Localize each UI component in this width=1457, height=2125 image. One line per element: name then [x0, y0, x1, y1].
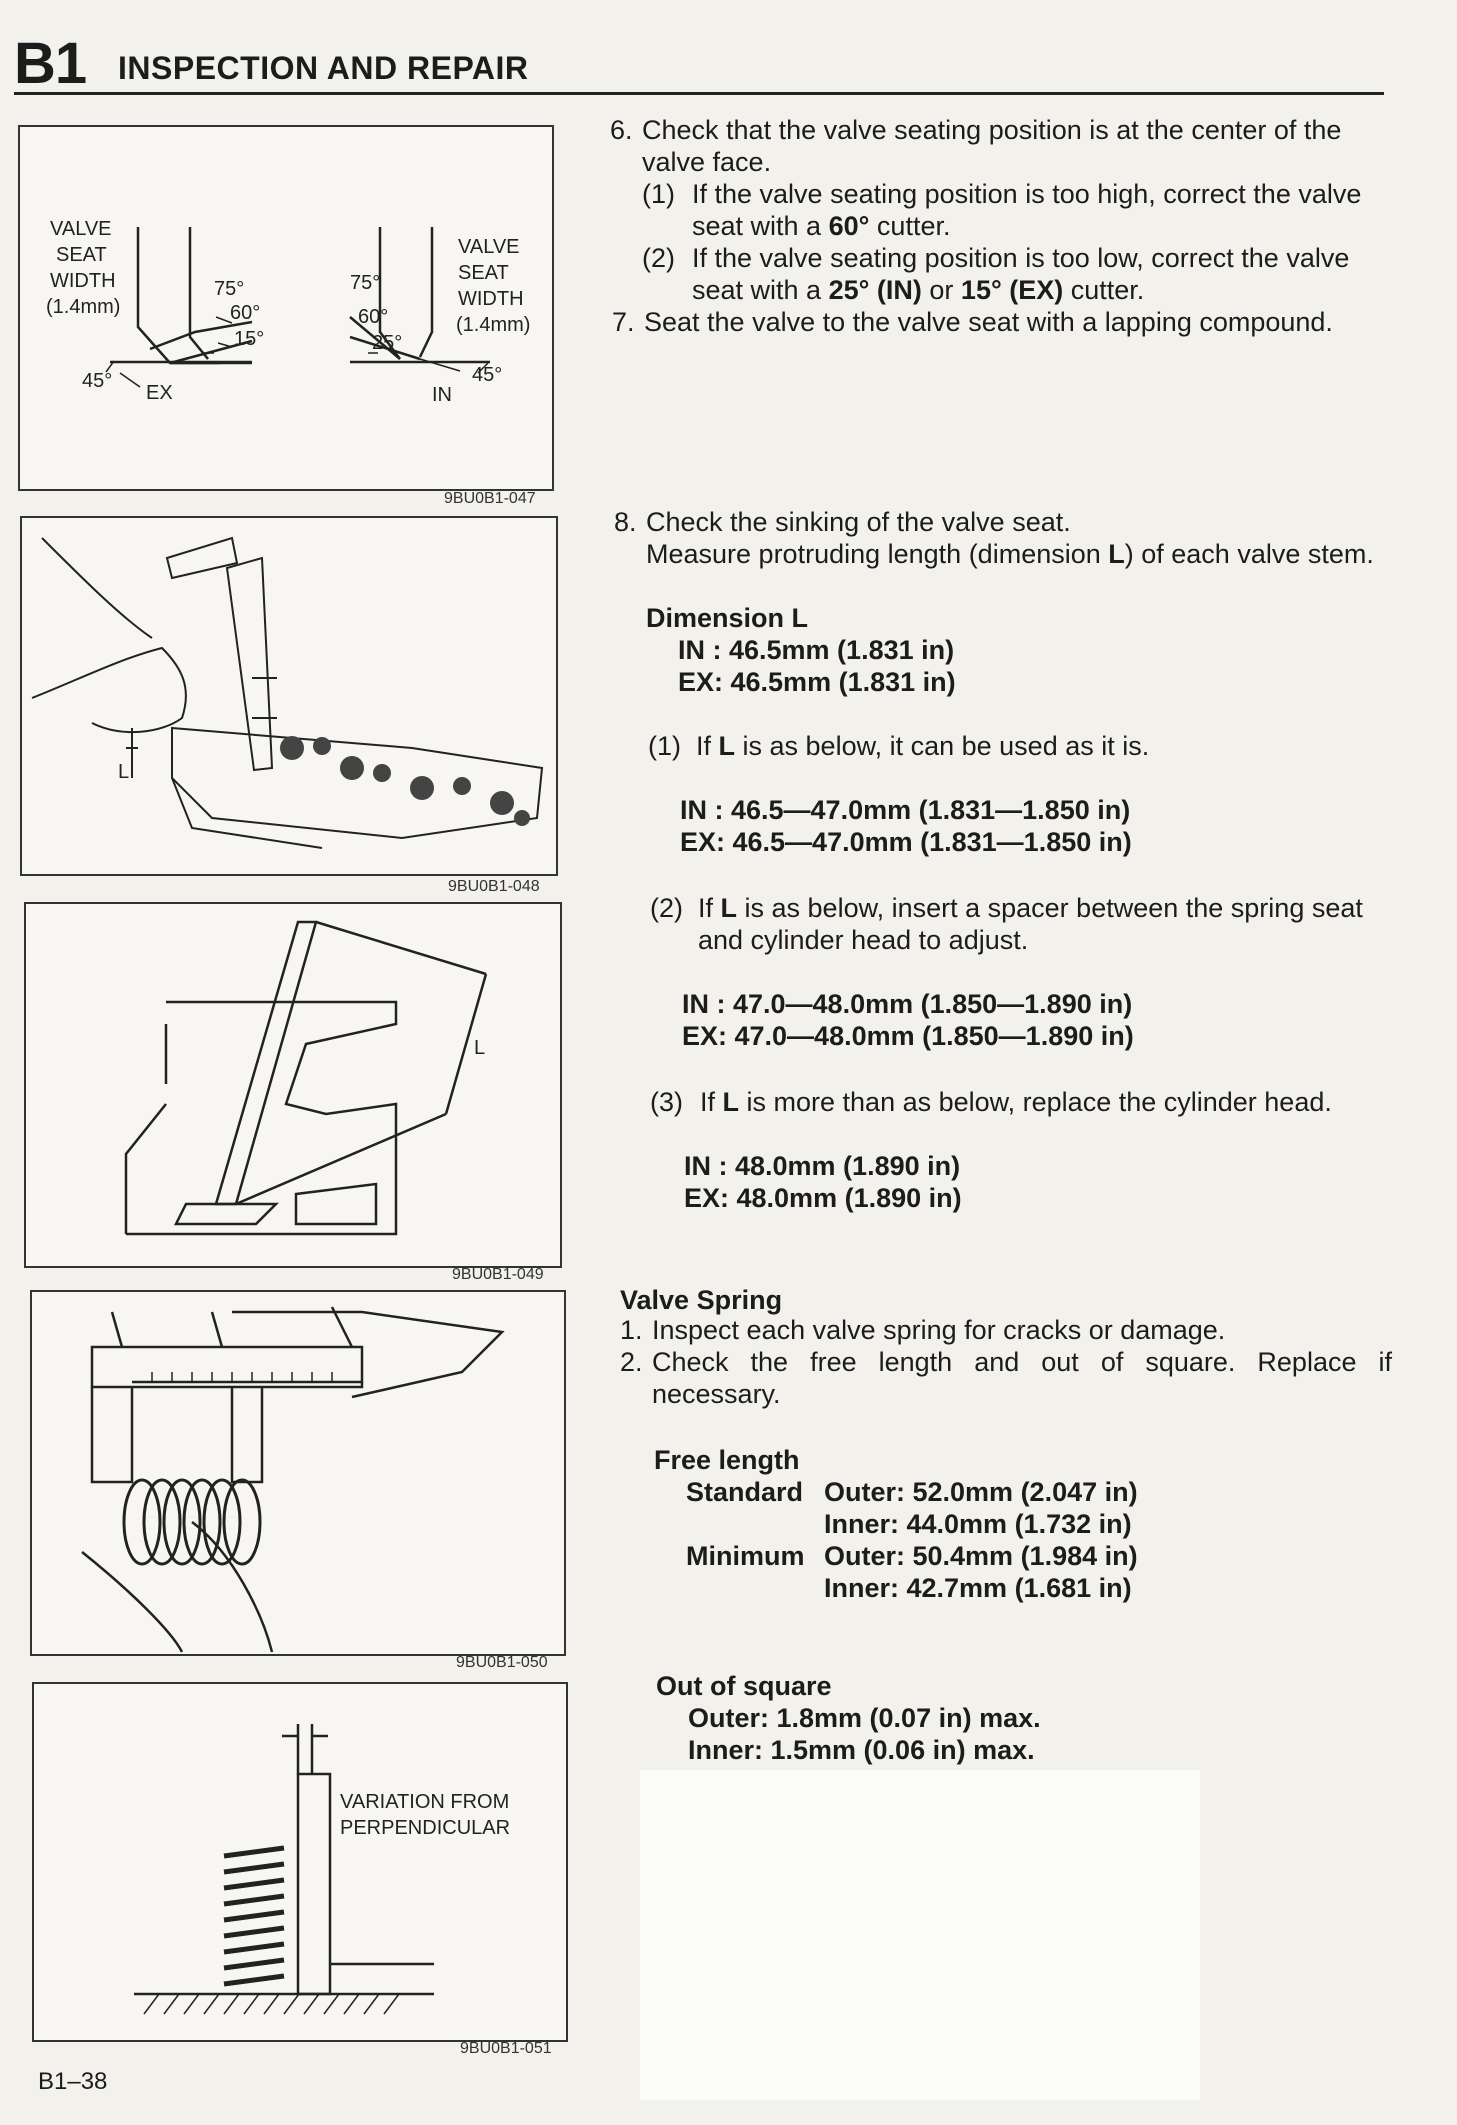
step-6-line-2: valve face.: [642, 147, 772, 177]
left-angle-75: 75°: [214, 278, 245, 300]
case-3-text: If L is more than as below, replace the cylinder head.: [700, 1087, 1332, 1117]
left-label-size: (1.4mm): [46, 296, 121, 318]
out-of-square-title: Out of square: [656, 1671, 832, 1701]
dimension-l-ex: EX: 46.5mm (1.831 in): [678, 667, 956, 697]
figure-valve-seat-width: [18, 125, 554, 491]
dimension-l-label: L: [118, 761, 130, 783]
figure-id-048: 9BU0B1-048: [448, 878, 540, 895]
page-header: [14, 31, 1384, 96]
right-label-in: IN: [432, 384, 452, 406]
figure-id-047: 9BU0B1-047: [444, 490, 536, 507]
step-6-number: 6.: [610, 115, 633, 145]
dimension-l-label: L: [474, 1037, 486, 1059]
step-7-text: Seat the valve to the valve seat with a lapping compound.: [644, 307, 1333, 337]
step-6-1-number: (1): [642, 179, 675, 209]
step-6-line-1: Check that the valve seating position is at the center of the: [642, 115, 1342, 145]
step-6-2-number: (2): [642, 243, 675, 273]
case-1-text: If L is as below, it can be used as it is.: [696, 731, 1150, 761]
spring-item-2-line-2: necessary.: [652, 1379, 781, 1409]
right-angle-60: 60°: [358, 306, 389, 328]
valve-spring-title: Valve Spring: [620, 1285, 783, 1315]
right-angle-25: 25°: [372, 332, 403, 354]
caliper-cylinder-head-illustration: [22, 518, 556, 874]
right-label-seat: SEAT: [458, 262, 509, 284]
free-length-standard-label: Standard: [686, 1477, 804, 1507]
dimension-l-title: Dimension L: [646, 603, 809, 633]
step-8-line-2: Measure protruding length (dimension L) of each valve stem.: [646, 539, 1374, 569]
free-length-minimum-outer: Outer: 50.4mm (1.984 in): [824, 1541, 1138, 1571]
left-label-seat: SEAT: [56, 244, 107, 266]
free-length-minimum-label: Minimum: [686, 1541, 805, 1571]
spring-caliper-illustration: [32, 1292, 564, 1654]
case-2-line-2: and cylinder head to adjust.: [698, 925, 1029, 955]
spring-item-1-text: Inspect each valve spring for cracks or damage.: [652, 1315, 1226, 1345]
free-length-standard-inner: Inner: 44.0mm (1.732 in): [824, 1509, 1132, 1539]
valve-seat-diagram: [20, 127, 552, 489]
case-3-number: (3): [650, 1087, 683, 1117]
right-label-valve: VALVE: [458, 236, 520, 258]
case-2-line-1: If L is as below, insert a spacer between the spring seat: [698, 893, 1363, 923]
left-label-valve: VALVE: [50, 218, 112, 240]
case-3-ex: EX: 48.0mm (1.890 in): [684, 1183, 962, 1213]
case-2-in: IN : 47.0—48.0mm (1.850—1.890 in): [682, 989, 1133, 1019]
right-label-width: WIDTH: [458, 288, 524, 310]
dimension-l-in: IN : 46.5mm (1.831 in): [678, 635, 955, 665]
case-3-in: IN : 48.0mm (1.890 in): [684, 1151, 961, 1181]
free-length-standard-outer: Outer: 52.0mm (2.047 in): [824, 1477, 1138, 1507]
case-2-ex: EX: 47.0—48.0mm (1.850—1.890 in): [682, 1021, 1134, 1051]
figure-spring-free-length: [30, 1290, 566, 1656]
whiteout-area: [640, 1770, 1200, 2100]
out-of-square-outer: Outer: 1.8mm (0.07 in) max.: [688, 1703, 1041, 1733]
case-1-number: (1): [648, 731, 681, 761]
step-6-2-line-1: If the valve seating position is too low, correct the valve: [692, 243, 1350, 273]
variation-label-1: VARIATION FROM: [340, 1791, 510, 1813]
step-6-2-line-2: seat with a 25° (IN) or 15° (EX) cutter.: [692, 275, 1145, 305]
left-label-ex: EX: [146, 382, 173, 404]
right-label-size: (1.4mm): [456, 314, 531, 336]
step-8-number: 8.: [614, 507, 637, 537]
step-6-1-line-2: seat with a 60° cutter.: [692, 211, 951, 241]
left-angle-60: 60°: [230, 302, 261, 324]
page-number: B1–38: [38, 2068, 108, 2095]
figure-spring-out-of-square: [32, 1682, 568, 2042]
figure-id-051: 9BU0B1-051: [460, 2040, 552, 2057]
valve-cross-section-illustration: [26, 904, 560, 1266]
section-title: INSPECTION AND REPAIR: [118, 50, 529, 86]
case-2-number: (2): [650, 893, 683, 923]
left-angle-15: 15°: [234, 328, 265, 350]
spring-item-1-number: 1.: [620, 1315, 643, 1345]
figure-valve-cross-section: [24, 902, 562, 1268]
free-length-minimum-inner: Inner: 42.7mm (1.681 in): [824, 1573, 1132, 1603]
spring-item-2-number: 2.: [620, 1347, 643, 1377]
step-7-number: 7.: [612, 307, 635, 337]
case-1-ex: EX: 46.5—47.0mm (1.831—1.850 in): [680, 827, 1132, 857]
variation-label-2: PERPENDICULAR: [340, 1817, 511, 1839]
figure-id-049: 9BU0B1-049: [452, 1266, 544, 1283]
figure-id-050: 9BU0B1-050: [456, 1654, 548, 1671]
section-code: B1: [14, 31, 87, 96]
figure-valve-stem-measure: [20, 516, 558, 876]
out-of-square-inner: Inner: 1.5mm (0.06 in) max.: [688, 1735, 1035, 1765]
left-angle-45: 45°: [82, 370, 113, 392]
right-angle-45: 45°: [472, 364, 503, 386]
spring-item-2-line-1: Check the free length and out of square. Replace if: [652, 1347, 1392, 1377]
square-spring-illustration: [34, 1684, 566, 2040]
step-8-line-1: Check the sinking of the valve seat.: [646, 507, 1071, 537]
step-6-1-line-1: If the valve seating position is too high, correct the valve: [692, 179, 1362, 209]
free-length-title: Free length: [654, 1445, 800, 1475]
case-1-in: IN : 46.5—47.0mm (1.831—1.850 in): [680, 795, 1131, 825]
right-angle-75: 75°: [350, 272, 381, 294]
left-label-width: WIDTH: [50, 270, 116, 292]
